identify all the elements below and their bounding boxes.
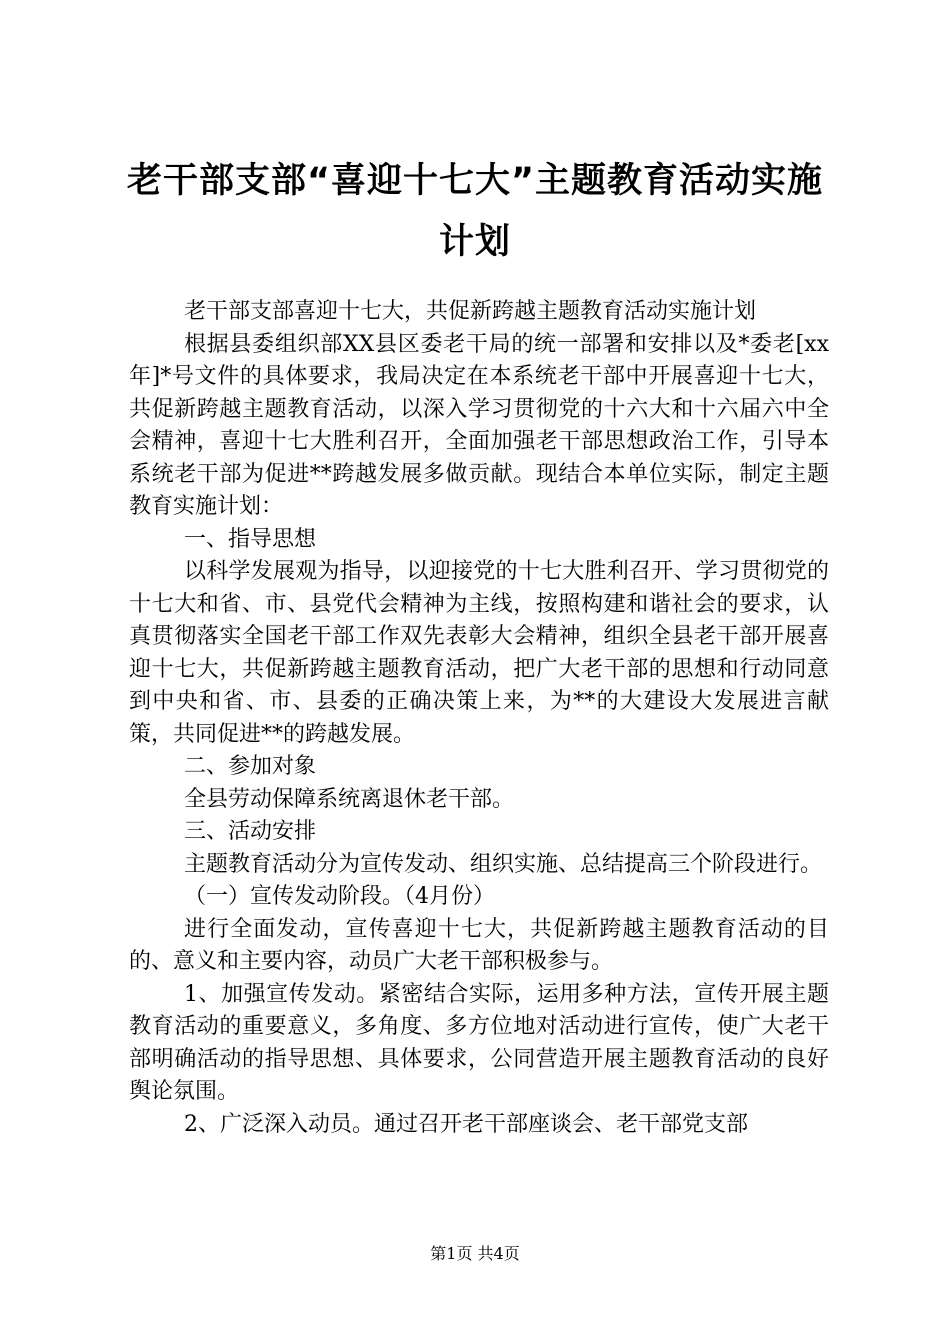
section-heading-guiding-ideology: 一、指导思想 bbox=[184, 526, 317, 552]
page-number: 第1页 共4页 bbox=[430, 1244, 520, 1263]
paragraph-publicity-stage: 进行全面发动，宣传喜迎十七大，共促新跨越主题教育活动的目的、意义和主要内容，动员广大老干部积极参与。 bbox=[129, 916, 829, 974]
document-title-line-1: 老干部支部“喜迎十七大”主题教育活动实施 bbox=[126, 161, 823, 201]
document-body bbox=[129, 296, 829, 1141]
paragraph-guiding-ideology: 以科学发展观为指导，以迎接党的十七大胜利召开、学习贯彻党的十七大和省、市、县党代会精神为主线，按照构建和谐社会的要求，认真贯彻落实全国老干部工作双先表彰大会精神，组织全县老干部开展喜迎十七大，共促新跨越主题教育活动，把广大老干部的思想和行动同意到中央和省、市、县委的正确决策上来，为**的大建设大发展进言献策，共同促进**的跨越发展。 bbox=[129, 559, 829, 747]
paragraph-item-1: 1、加强宣传发动。紧密结合实际，运用多种方法，宣传开展主题教育活动的重要意义，多角度、多方位地对活动进行宣传，使广大老干部明确活动的指导思想、具体要求，公同营造开展主题教育活动的良好舆论氛围。 bbox=[129, 981, 829, 1104]
subsection-heading-publicity-stage: （一）宣传发动阶段。（4月份） bbox=[184, 884, 495, 909]
paragraph-intro: 根据县委组织部XX县区委老干局的统一部署和安排以及*委老[xx年]*号文件的具体要求，我局决定在本系统老干部中开展喜迎十七大，共促新跨越主题教育活动，以深入学习贯彻党的十六大和十六届六中全会精神，喜迎十七大胜利召开，全面加强老干部思想政治工作，引导本系统老干部为促进**跨越发展多做贡献。现结合本单位实际，制定主题教育实施计划： bbox=[129, 331, 829, 519]
section-heading-activity-arrangement: 三、活动安排 bbox=[184, 819, 317, 844]
paragraph-item-2: 2、广泛深入动员。通过召开老干部座谈会、老干部党支部 bbox=[184, 1111, 748, 1137]
paragraph-participants: 全县劳动保障系统离退休老干部。 bbox=[184, 786, 515, 812]
paragraph-activity-arrangement: 主题教育活动分为宣传发动、组织实施、总结提高三个阶段进行。 bbox=[184, 851, 823, 877]
section-heading-participants: 二、参加对象 bbox=[184, 754, 317, 779]
document-title-line-2: 计划 bbox=[438, 222, 511, 262]
paragraph-subtitle: 老干部支部喜迎十七大，共促新跨越主题教育活动实施计划 bbox=[184, 299, 757, 324]
